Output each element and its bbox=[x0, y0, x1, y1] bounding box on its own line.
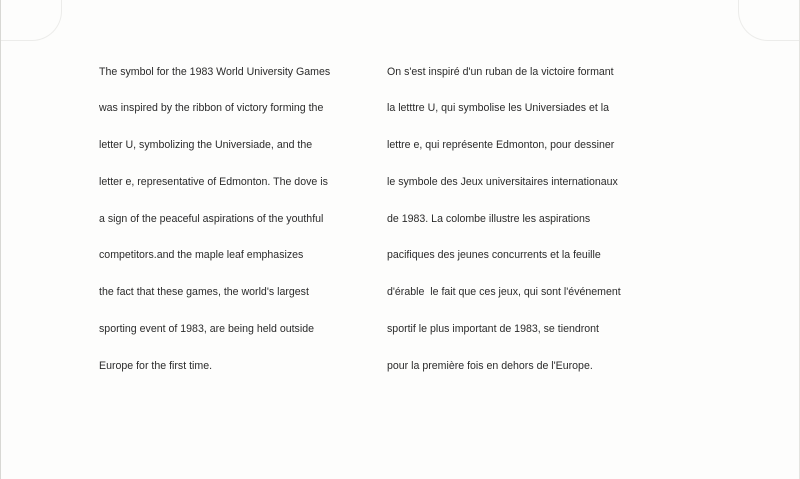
english-line: a sign of the peaceful aspirations of the youthful bbox=[99, 212, 324, 225]
french-line: sportif le plus important de 1983, se tiendront bbox=[387, 322, 599, 335]
english-line: letter e, representative of Edmonton. The dove is bbox=[99, 175, 328, 188]
english-line: The symbol for the 1983 World University Games bbox=[99, 65, 331, 78]
envelope-flap-left bbox=[1, 0, 62, 41]
french-line: de 1983. La colombe illustre les aspirations bbox=[387, 212, 591, 225]
french-line: lettre e, qui représente Edmonton, pour dessiner bbox=[387, 139, 615, 151]
english-line: letter U, symbolizing the Universiade, and the bbox=[99, 139, 313, 151]
french-line: On s'est inspiré d'un ruban de la victoire formant bbox=[387, 65, 614, 78]
envelope-flap-right bbox=[738, 0, 799, 41]
english-line: was inspired by the ribbon of victory forming the bbox=[99, 102, 324, 115]
french-line: le symbole des Jeux universitaires internationaux bbox=[387, 175, 618, 188]
french-line: la letttre U, qui symbolise les Universiades et la bbox=[387, 102, 609, 115]
french-line: pacifiques des jeunes concurrents et la feuille bbox=[387, 249, 601, 262]
french-line: d'érable le fait que ces jeux, qui sont l'événement bbox=[387, 286, 621, 298]
french-description bbox=[387, 41, 687, 396]
french-line: pour la première fois en dehors de l'Europe. bbox=[387, 359, 593, 372]
english-line: sporting event of 1983, are being held outside bbox=[99, 322, 314, 335]
english-line: competitors.and the maple leaf emphasizes bbox=[99, 249, 304, 262]
english-line: Europe for the first time. bbox=[99, 359, 213, 372]
english-description bbox=[99, 41, 369, 396]
english-line: the fact that these games, the world's largest bbox=[99, 286, 309, 298]
